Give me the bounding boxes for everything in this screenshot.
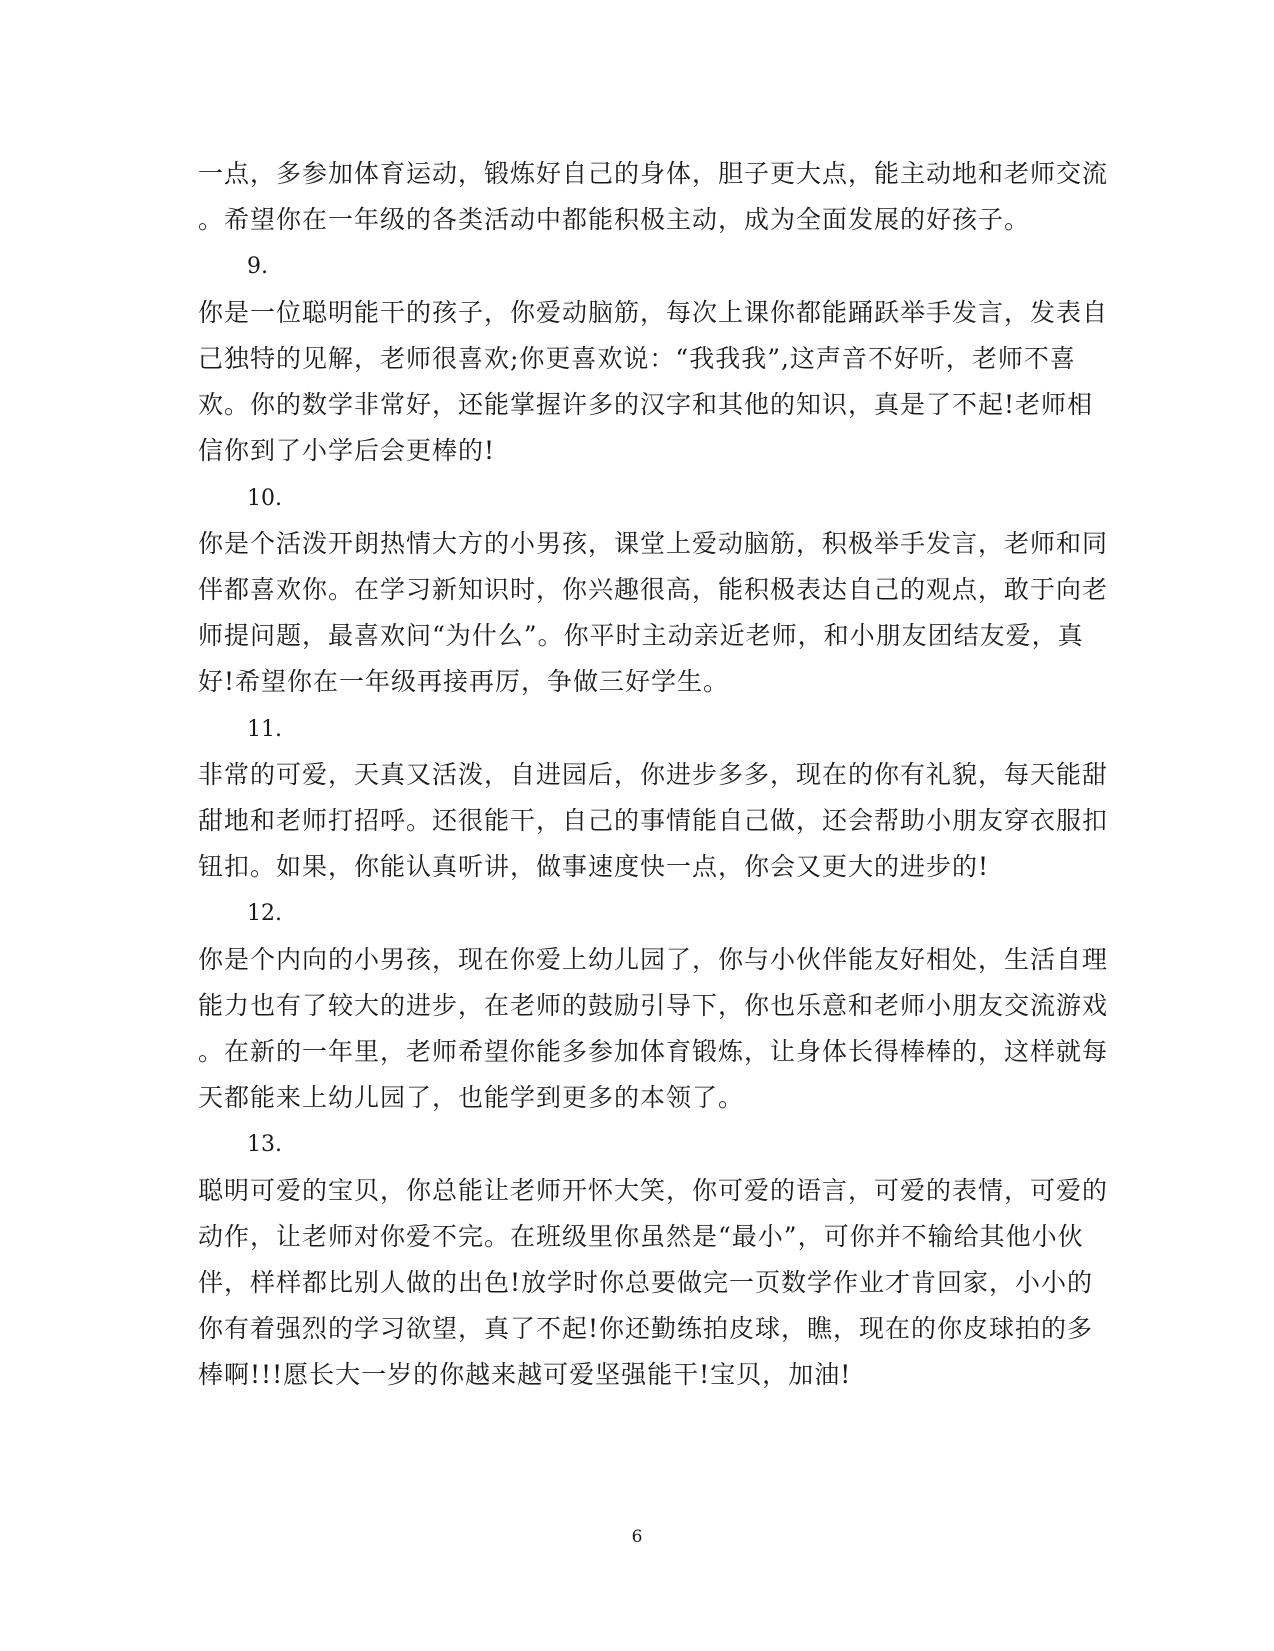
paragraph-line: 你有着强烈的学习欲望，真了不起!你还勤练拍皮球，瞧，现在的你皮球拍的多 (198, 1314, 1094, 1343)
paragraph-line: 欢。你的数学非常好，还能掌握许多的汉字和其他的知识，真是了不起!老师相 (198, 390, 1094, 419)
paragraph-line: 非常的可爱，天真又活泼，自进园后，你进步多多，现在的你有礼貌，每天能甜 (198, 760, 1109, 789)
paragraph-line: 天都能来上幼儿园了，也能学到更多的本领了。 (198, 1083, 745, 1112)
paragraph-line: 一点，多参加体育运动，锻炼好自己的身体，胆子更大点，能主动地和老师交流 (198, 159, 1109, 188)
paragraph-line: 你是个活泼开朗热情大方的小男孩，课堂上爱动脑筋，积极举手发言，老师和同 (198, 529, 1109, 558)
paragraph-line: 能力也有了较大的进步，在老师的鼓励引导下，你也乐意和老师小朋友交流游戏 (198, 991, 1109, 1020)
paragraph-line: 伴都喜欢你。在学习新知识时，你兴趣很高，能积极表达自己的观点，敢于向老 (198, 575, 1109, 604)
item-number: 11. (247, 717, 282, 742)
item-number: 10. (247, 486, 282, 511)
paragraph-line: 动作，让老师对你爱不完。在班级里你虽然是“最小”，可你并不输给其他小伙 (198, 1222, 1084, 1251)
paragraph-line: 伴，样样都比别人做的出色!放学时你总要做完一页数学作业才肯回家，小小的 (198, 1268, 1094, 1297)
paragraph-line: 甜地和老师打招呼。还很能干，自己的事情能自己做，还会帮助小朋友穿衣服扣 (198, 806, 1109, 835)
paragraph-line: 棒啊!!!愿长大一岁的你越来越可爱坚强能干!宝贝，加油! (198, 1360, 852, 1389)
paragraph-line: 钮扣。如果，你能认真听讲，做事速度快一点，你会又更大的进步的! (198, 852, 990, 881)
paragraph-line: 聪明可爱的宝贝，你总能让老师开怀大笑，你可爱的语言，可爱的表情，可爱的 (198, 1176, 1109, 1205)
page-number: 6 (631, 1527, 643, 1547)
paragraph-line: 好!希望你在一年级再接再厉，争做三好学生。 (198, 667, 730, 696)
item-number: 12. (247, 901, 282, 926)
paragraph-line: 。在新的一年里，老师希望你能多参加体育锻炼，让身体长得棒棒的，这样就每 (198, 1037, 1109, 1066)
item-number: 13. (247, 1132, 282, 1157)
paragraph-line: 信你到了小学后会更棒的! (198, 436, 496, 465)
paragraph-line: 师提问题，最喜欢问“为什么”。你平时主动亲近老师，和小朋友团结友爱，真 (198, 621, 1084, 650)
paragraph-line: 你是一位聪明能干的孩子，你爱动脑筋，每次上课你都能踊跃举手发言，发表自 (198, 298, 1109, 327)
paragraph-line: 。希望你在一年级的各类活动中都能积极主动，成为全面发展的好孩子。 (198, 205, 1031, 234)
item-number: 9. (247, 254, 268, 279)
paragraph-line: 己独特的见解，老师很喜欢;你更喜欢说：“我我我”,这声音不好听，老师不喜 (198, 344, 1076, 373)
paragraph-line: 你是个内向的小男孩，现在你爱上幼儿园了，你与小伙伴能友好相处，生活自理 (198, 945, 1109, 974)
